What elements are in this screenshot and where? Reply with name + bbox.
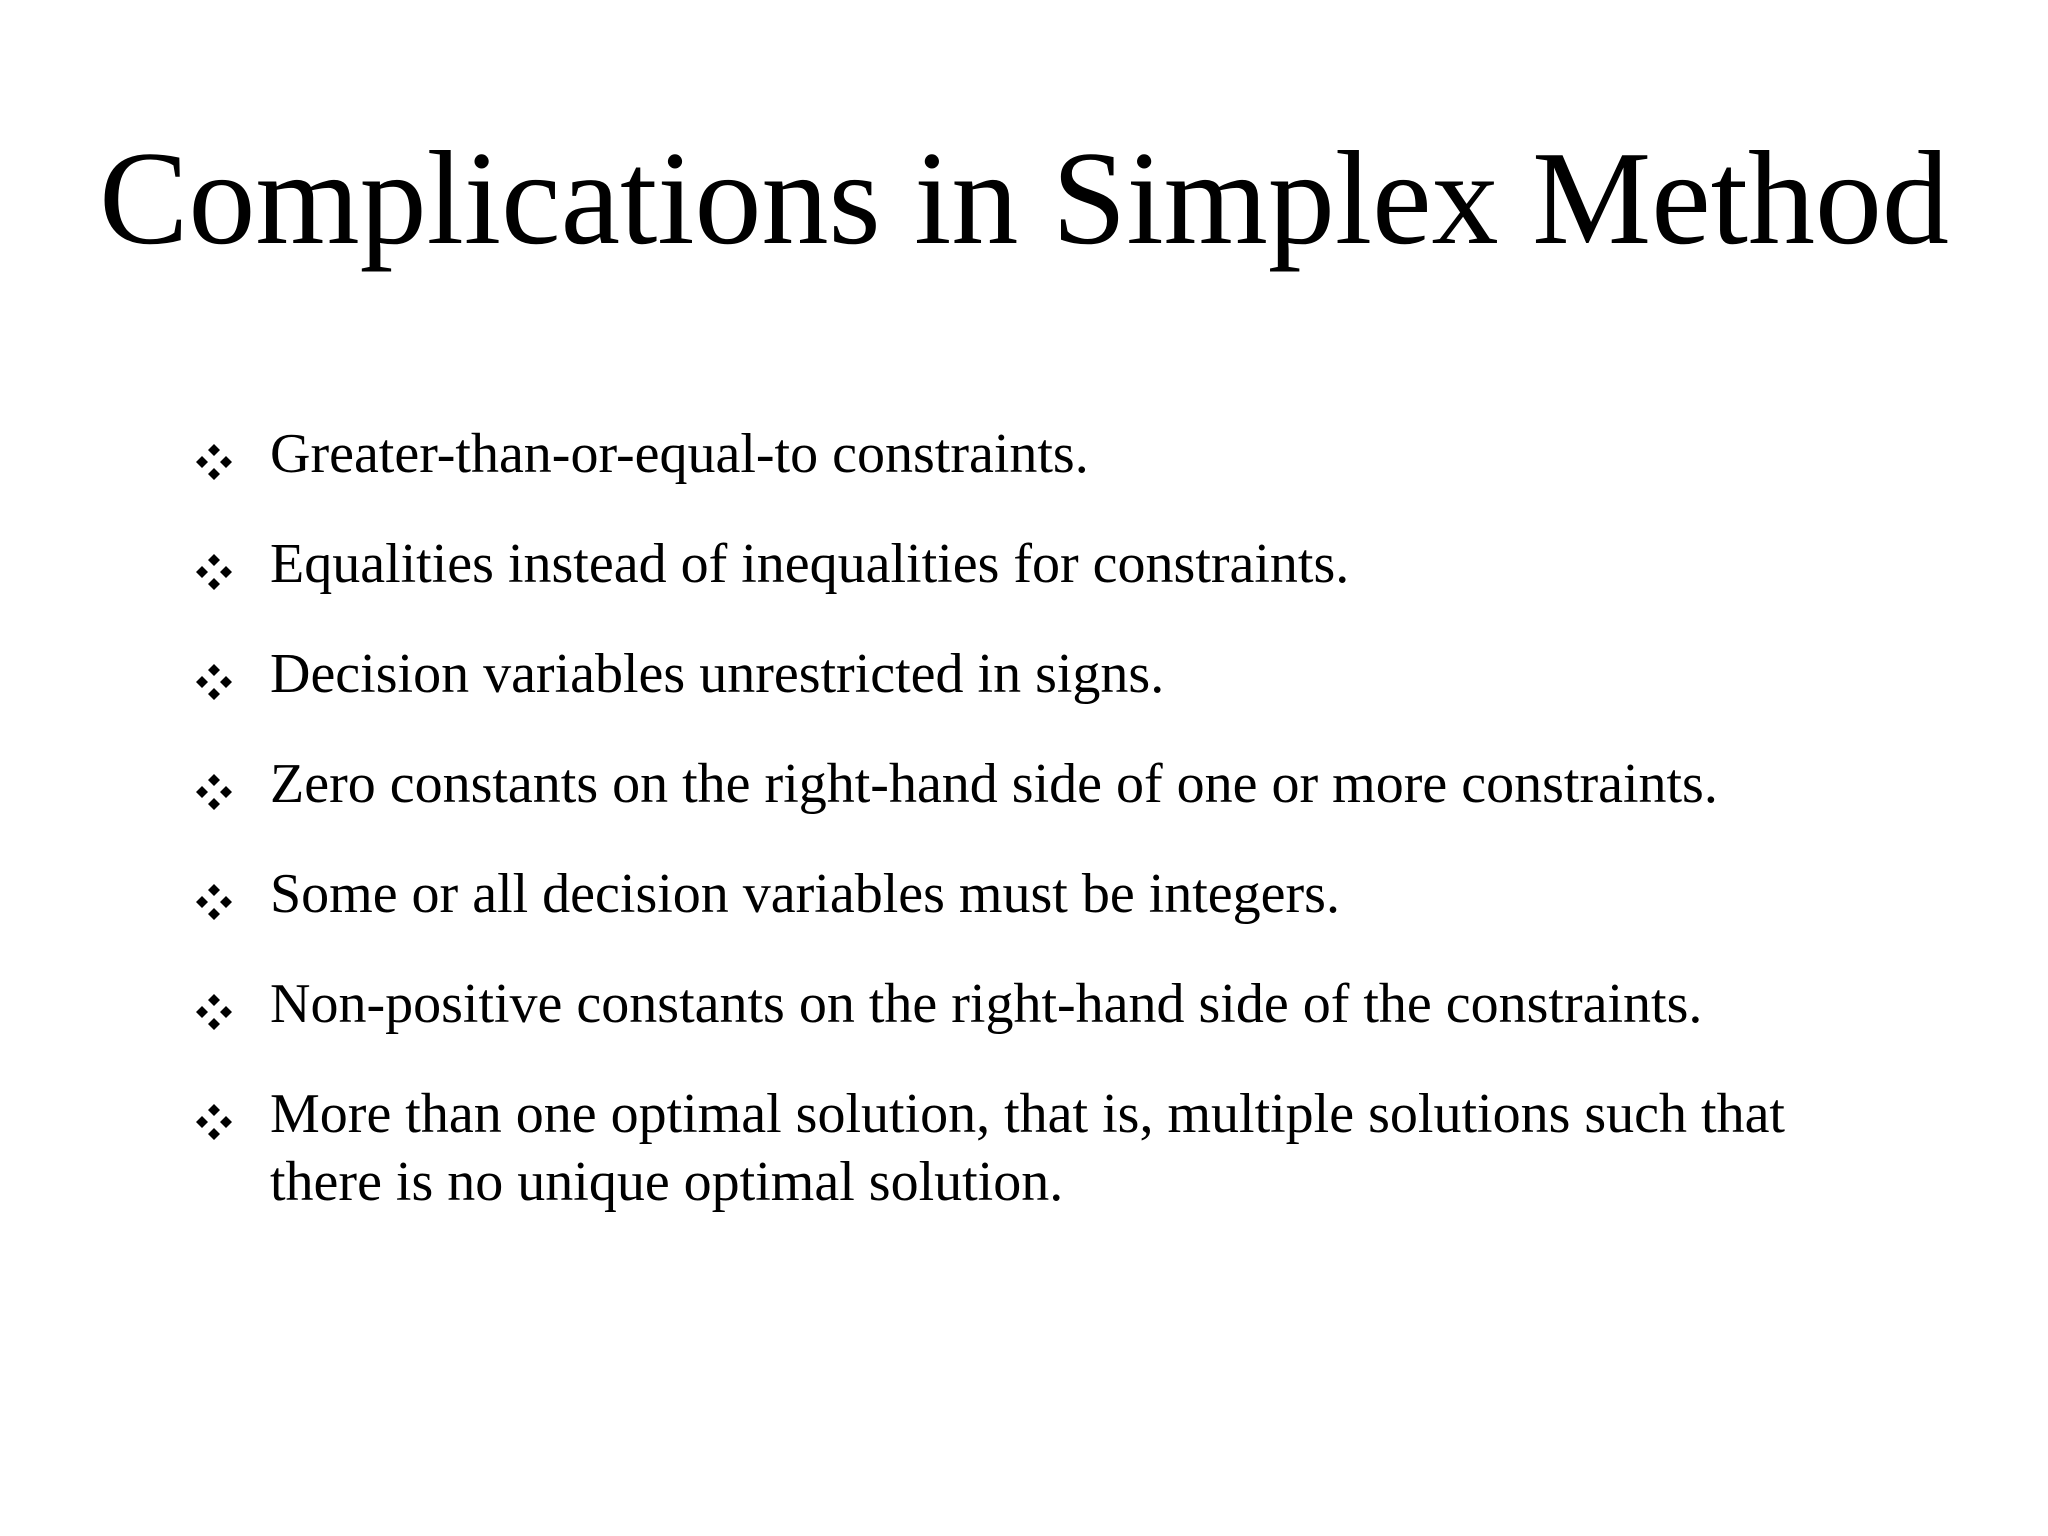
bullet-text: Greater-than-or-equal-to constraints. [270,423,1089,485]
slide-title: Complications in Simplex Method [99,124,1949,272]
four-diamond-bullet-icon [194,772,234,812]
bullet-text: Decision variables unrestricted in signs. [270,643,1165,705]
bullet-text: Some or all decision variables must be integers. [270,863,1340,925]
bullet-item [190,970,1870,1038]
bullet-item [190,640,1870,708]
four-diamond-bullet-icon [194,992,234,1032]
four-diamond-bullet-icon [194,1102,234,1142]
bullet-item [190,750,1870,818]
bullet-item [190,1080,1870,1216]
bullet-item [190,420,1870,488]
bullet-list [190,420,1870,1258]
four-diamond-bullet-icon [194,662,234,702]
bullet-text: Zero constants on the right-hand side of one or more constraints. [270,753,1718,815]
bullet-text: Non-positive constants on the right-hand side of the constraints. [270,973,1703,1035]
bullet-text: Equalities instead of inequalities for constraints. [270,533,1350,595]
bullet-text: More than one optimal solution, that is, multiple solutions such that there is no unique optimal solution. [270,1083,1785,1213]
four-diamond-bullet-icon [194,442,234,482]
four-diamond-bullet-icon [194,882,234,922]
four-diamond-bullet-icon [194,552,234,592]
bullet-item [190,860,1870,928]
bullet-item [190,530,1870,598]
